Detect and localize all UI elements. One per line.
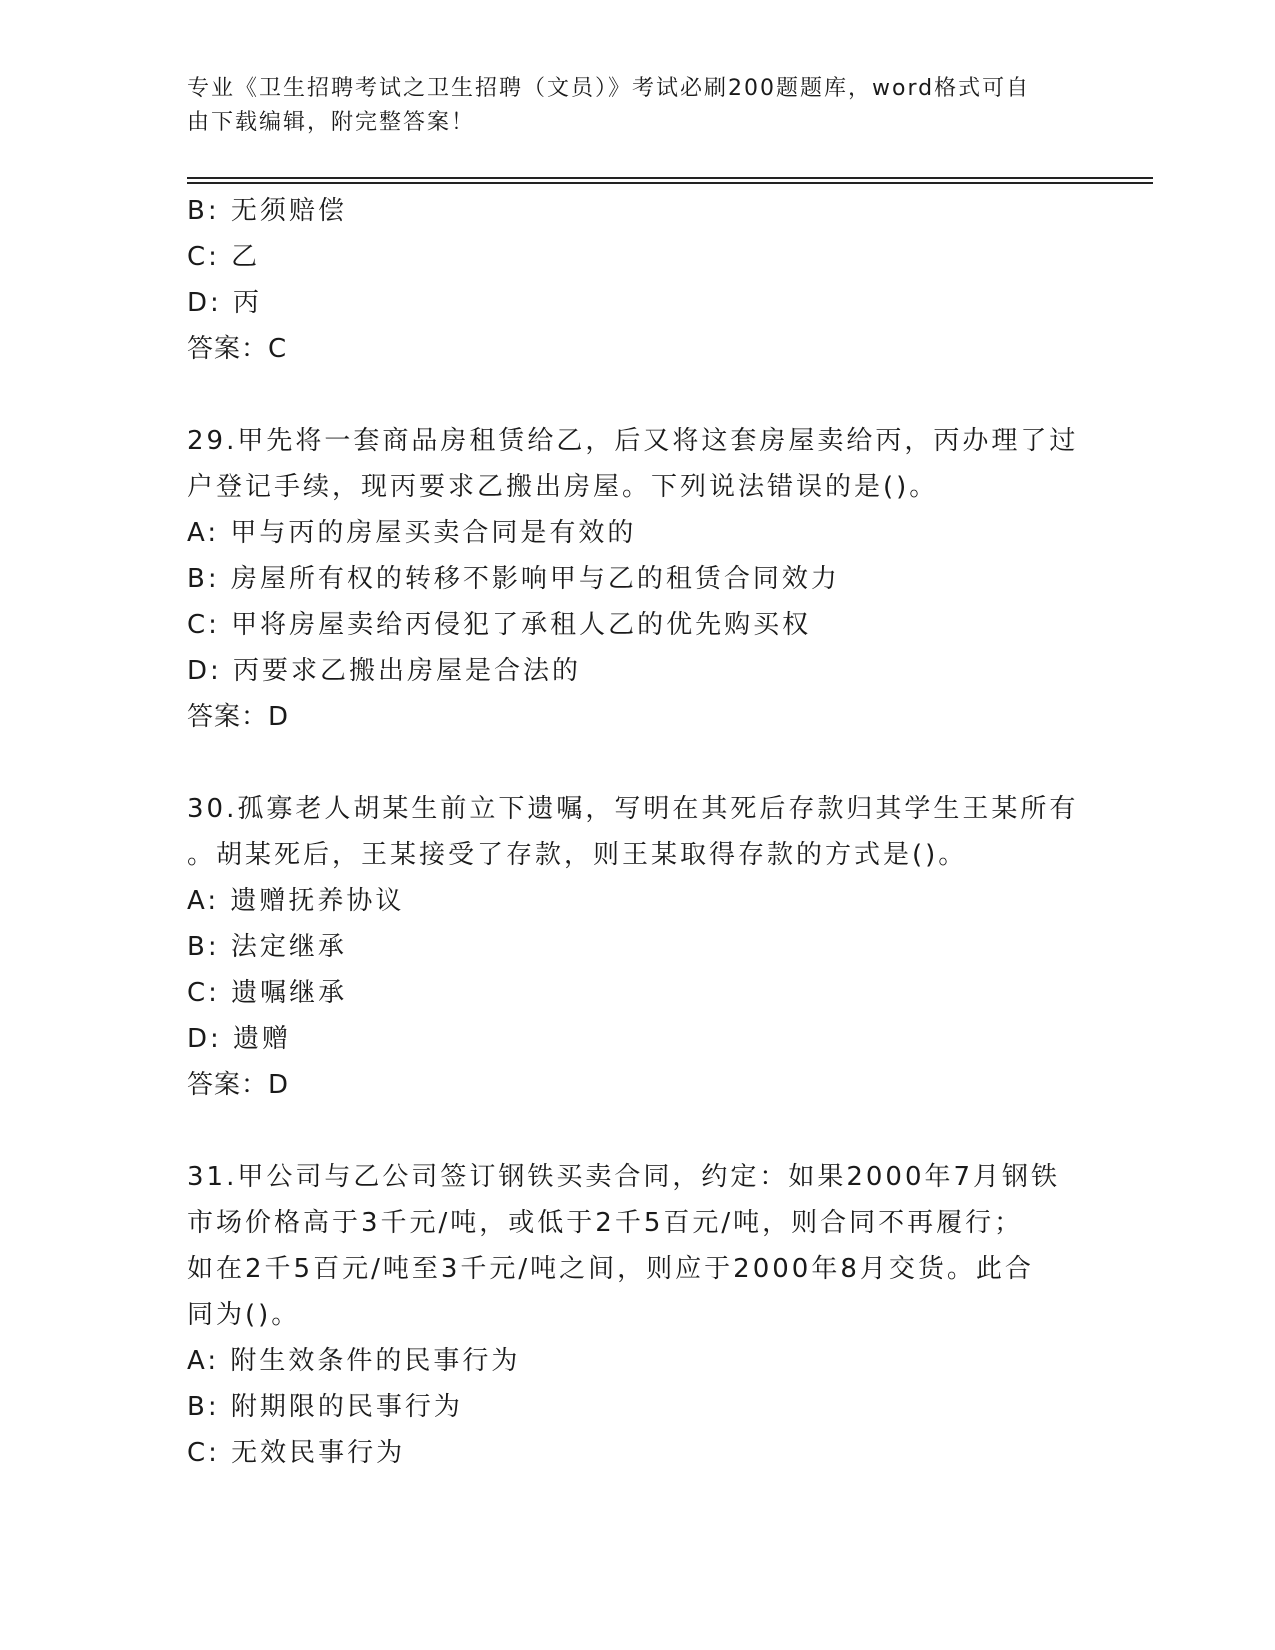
option-c: C: 甲将房屋卖给丙侵犯了承租人乙的优先购买权	[187, 610, 812, 640]
question-text-line: 同为()。	[187, 1300, 301, 1330]
option-c: C: 遗嘱继承	[187, 978, 348, 1008]
header-line-2: 由下载编辑，附完整答案！	[187, 110, 476, 135]
header-rule-top	[187, 177, 1153, 179]
option-b: B: 无须赔偿	[187, 196, 347, 226]
document-header	[187, 72, 1067, 140]
question-29	[187, 418, 1087, 740]
option-b: B: 附期限的民事行为	[187, 1392, 463, 1422]
option-a: A: 附生效条件的民事行为	[187, 1346, 521, 1376]
spacer	[187, 1108, 1087, 1154]
question-28-tail	[187, 188, 1087, 372]
question-text-line: 如在2千5百元/吨至3千元/吨之间，则应于2000年8月交货。此合	[187, 1254, 1034, 1284]
option-d: D: 丙	[187, 288, 263, 318]
option-d: D: 丙要求乙搬出房屋是合法的	[187, 656, 582, 686]
option-a: A: 甲与丙的房屋买卖合同是有效的	[187, 518, 637, 548]
answer: 答案：D	[187, 1070, 290, 1100]
answer: 答案：D	[187, 702, 290, 732]
question-text-line: 。胡某死后，王某接受了存款，则王某取得存款的方式是()。	[187, 840, 968, 870]
option-c: C: 乙	[187, 242, 261, 272]
option-c: C: 无效民事行为	[187, 1438, 406, 1468]
spacer	[187, 372, 1087, 418]
question-30	[187, 786, 1087, 1108]
option-d: D: 遗赠	[187, 1024, 292, 1054]
spacer	[187, 740, 1087, 786]
header-line-1: 专业《卫生招聘考试之卫生招聘（文员）》考试必刷200题题库，word格式可自	[187, 76, 1031, 101]
option-a: A: 遗赠抚养协议	[187, 886, 405, 916]
question-31	[187, 1154, 1087, 1476]
question-text-line: 户登记手续，现丙要求乙搬出房屋。下列说法错误的是()。	[187, 472, 939, 502]
option-b: B: 房屋所有权的转移不影响甲与乙的租赁合同效力	[187, 564, 840, 594]
option-b: B: 法定继承	[187, 932, 347, 962]
question-text-line: 30.孤寡老人胡某生前立下遗嘱，写明在其死后存款归其学生王某所有	[187, 794, 1079, 824]
question-list	[187, 188, 1087, 1476]
answer: 答案：C	[187, 334, 288, 364]
question-text-line: 31.甲公司与乙公司签订钢铁买卖合同，约定：如果2000年7月钢铁	[187, 1162, 1061, 1192]
header-rule-bottom	[187, 182, 1153, 184]
question-text-line: 市场价格高于3千元/吨，或低于2千5百元/吨，则合同不再履行；	[187, 1208, 1024, 1238]
question-text-line: 29.甲先将一套商品房租赁给乙，后又将这套房屋卖给丙，丙办理了过	[187, 426, 1079, 456]
